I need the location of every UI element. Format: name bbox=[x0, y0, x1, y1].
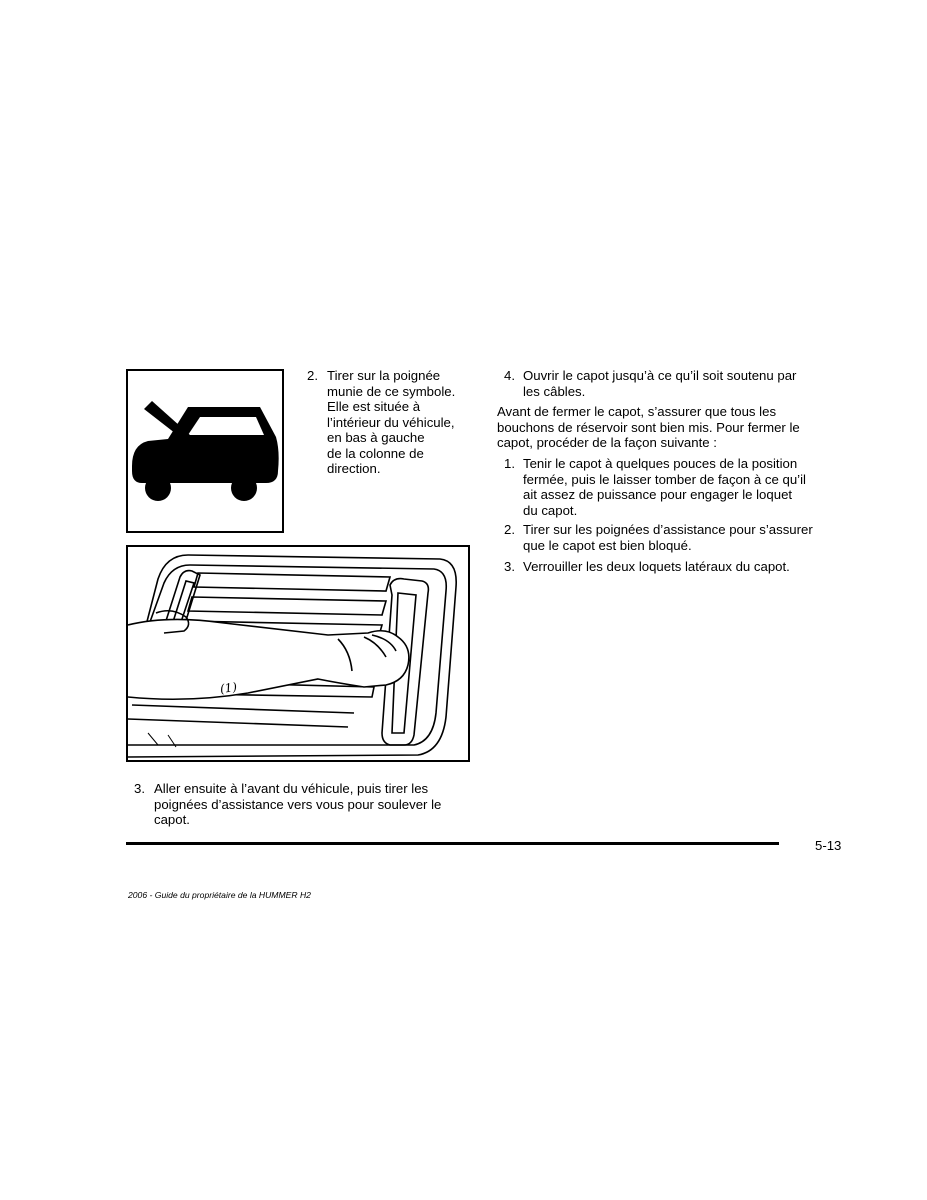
close-step-3: 3. Verrouiller les deux loquets latéraux du capot. bbox=[504, 559, 790, 574]
hood-assist-handles-illustration bbox=[128, 547, 468, 760]
illustration-callout: (1) bbox=[219, 679, 238, 697]
hood-release-icon bbox=[128, 371, 282, 531]
closing-intro-paragraph: Avant de fermer le capot, s’assurer que tous les bouchons de réservoir sont bien mis. Pour fermer le capot, procéder de la façon suivante : bbox=[497, 404, 800, 450]
page-number: 5-13 bbox=[815, 838, 842, 853]
hood-illustration-box bbox=[126, 545, 470, 762]
close-step-2: 2. Tirer sur les poignées d’assistance pour s’assurer que le capot est bien bloqué. bbox=[504, 522, 813, 553]
step-3-instruction: 3. Aller ensuite à l’avant du véhicule, puis tirer les poignées d’assistance vers vous pour soulever le capot. bbox=[134, 781, 442, 827]
footer-text: 2006 - Guide du propriétaire de la HUMMER H2 bbox=[128, 890, 311, 900]
step-4-instruction: 4. Ouvrir le capot jusqu’à ce qu’il soit soutenu par les câbles. bbox=[504, 368, 797, 399]
page-divider bbox=[126, 842, 779, 845]
hood-symbol-box bbox=[126, 369, 284, 533]
step-2-instruction: 2. Tirer sur la poignée munie de ce symbole. Elle est située à l’intérieur du véhicule, en bas à gauche de la colonne de direction. bbox=[307, 368, 456, 476]
close-step-1: 1. Tenir le capot à quelques pouces de la position fermée, puis le laisser tomber de façon à ce qu’il ait assez de puissance pour engager le loquet du capot. bbox=[504, 456, 806, 518]
